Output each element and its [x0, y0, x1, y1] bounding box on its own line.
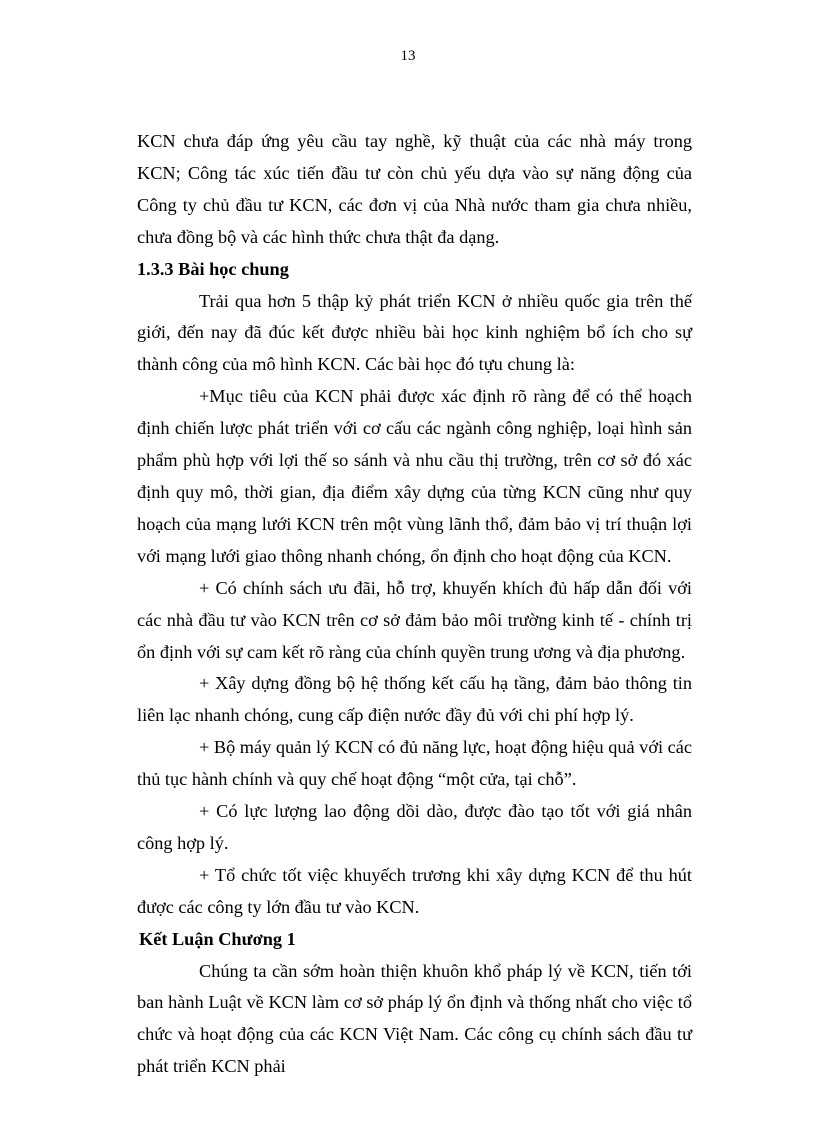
- lesson-item-infrastructure: + Xây dựng đồng bộ hệ thống kết cấu hạ tầng, đảm bảo thông tin liên lạc nhanh chóng, cung cấp điện nước đầy đủ với chi phí hợp lý.: [137, 673, 692, 726]
- lesson-item-promotion: + Tổ chức tốt việc khuyếch trương khi xây dựng KCN để thu hút được các công ty lớn đầu tư vào KCN.: [137, 864, 692, 917]
- paragraph-intro: Trải qua hơn 5 thập kỷ phát triển KCN ở nhiều quốc gia trên thế giới, đến nay đã đúc kết được nhiều bài học kinh nghiệm bổ ích cho sự thành công của mô hình KCN. Các bài học đó tựu chung là:: [137, 290, 692, 375]
- lesson-item-labor: + Có lực lượng lao động dồi dào, được đào tạo tốt với giá nhân công hợp lý.: [137, 801, 692, 853]
- page-number: 13: [400, 48, 416, 64]
- lesson-item-incentives: + Có chính sách ưu đãi, hỗ trợ, khuyến khích đủ hấp dẫn đối với các nhà đầu tư vào KCN trên cơ sở đảm bảo môi trường kinh tế - chính trị ổn định với sự cam kết rõ ràng của chính quyền trung ương và địa phương.: [137, 577, 692, 662]
- section-heading-1-3-3: 1.3.3 Bài học chung: [137, 258, 289, 279]
- lesson-item-management: + Bộ máy quản lý KCN có đủ năng lực, hoạt động hiệu quả với các thủ tục hành chính và quy chế hoạt động “một cửa, tại chỗ”.: [137, 737, 692, 790]
- paragraph-continuation: KCN chưa đáp ứng yêu cầu tay nghề, kỹ thuật của các nhà máy trong KCN; Công tác xúc tiến đầu tư còn chủ yếu dựa vào sự năng động của Công ty chủ đầu tư KCN, các đơn vị của Nhà nước tham gia chưa nhiều, chưa đồng bộ và các hình thức chưa thật đa dạng.: [137, 131, 692, 247]
- paragraph-conclusion: Chúng ta cần sớm hoàn thiện khuôn khổ pháp lý về KCN, tiến tới ban hành Luật về KCN làm cơ sở pháp lý ổn định và thống nhất cho việc tổ chức và hoạt động của các KCN Việt Nam. Các công cụ chính sách đầu tư phát triển KCN phải: [137, 960, 692, 1077]
- lesson-item-objectives: +Mục tiêu của KCN phải được xác định rõ ràng để có thể hoạch định chiến lược phát triển với cơ cấu các ngành công nghiệp, loại hình sản phẩm phù hợp với lợi thế so sánh và nhu cầu thị trường, trên cơ sở đó xác định quy mô, thời gian, địa điểm xây dựng của từng KCN cũng như quy hoạch của mạng lưới KCN trên một vùng lãnh thổ, đảm bảo vị trí thuận lợi với mạng lưới giao thông nhanh chóng, ổn định cho hoạt động của KCN.: [137, 386, 692, 566]
- chapter-conclusion-heading: Kết Luận Chương 1: [139, 928, 296, 949]
- document-body: [137, 126, 692, 1083]
